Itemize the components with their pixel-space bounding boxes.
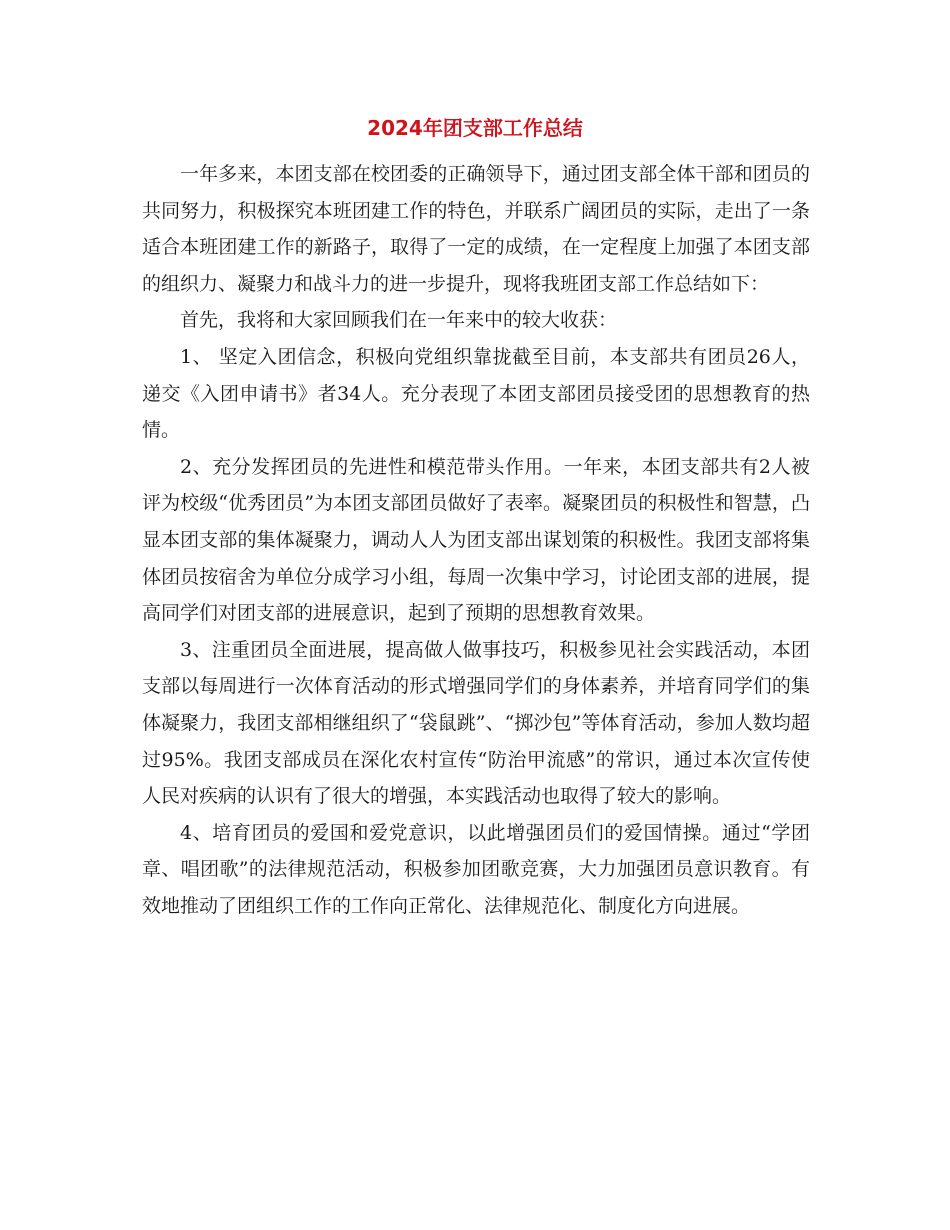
paragraph-intro: 一年多来，本团支部在校团委的正确领导下，通过团支部全体干部和团员的共同努力，积极探究本班团建工作的特色，并联系广阔团员的实际，走出了一条适合本班团建工作的新路子，取得了一定的成绩，在一定程度上加强了本团支部的组织力、凝聚力和战斗力的进一步提升，现将我班团支部工作总结如下： — [142, 163, 810, 295]
paragraph-review: 首先，我将和大家回顾我们在一年来中的较大收获： — [180, 309, 618, 332]
document-body — [142, 156, 810, 924]
document-title: 2024年团支部工作总结 — [367, 116, 583, 140]
paragraph-item-2: 2、充分发挥团员的先进性和模范带头作用。一年来，本团支部共有2人被评为校级“优秀团员”为本团支部团员做好了表率。凝聚团员的积极性和智慧，凸显本团支部的集体凝聚力，调动人人为团支部出谋划策的积极性。我团支部将集体团员按宿舍为单位分成学习小组，每周一次集中学习，讨论团支部的进展，提高同学们对团支部的进展意识，起到了预期的思想教育效果。 — [142, 455, 810, 625]
paragraph-item-4: 4、培育团员的爱国和爱党意识，以此增强团员们的爱国情操。通过“学团章、唱团歌”的法律规范活动，积极参加团歌竞赛，大力加强团员意识教育。有效地推动了团组织工作的工作向正常化、法律规范化、制度化方向进展。 — [142, 821, 810, 917]
paragraph-item-3: 3、注重团员全面进展，提高做人做事技巧，积极参见社会实践活动，本团支部以每周进行一次体育活动的形式增强同学们的身体素养，并培育同学们的集体凝聚力，我团支部相继组织了“袋鼠跳”、“掷沙包”等体育活动，参加人数均超过95%。我团支部成员在深化农村宣传“防治甲流感”的常识，通过本次宣传使人民对疾病的认识有了很大的增强，本实践活动也取得了较大的影响。 — [142, 638, 810, 808]
paragraph-item-1: 1、 坚定入团信念，积极向党组织靠拢截至目前，本支部共有团员26人，递交《入团申请书》者34人。充分表现了本团支部团员接受团的思想教育的热情。 — [142, 345, 810, 442]
